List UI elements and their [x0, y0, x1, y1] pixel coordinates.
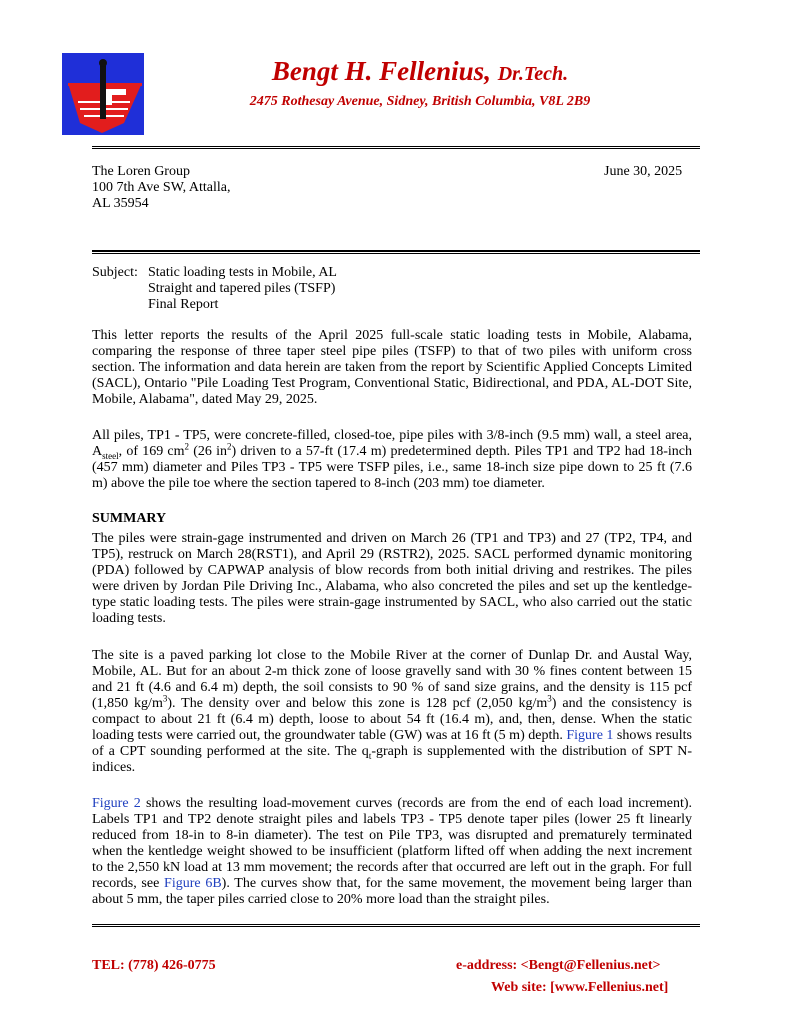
intro-paragraph: This letter reports the results of the April 2025 full-scale static loading tests in Mobile, Alabama, comparing the response of three taper steel pipe piles (TSFP) to that of two piles with uniform cross section. The information and data herein are taken from the report by Scientific Applied Concepts Limited (SACL), Ontario "Pile Loading Test Program, Conventional Static, Bidirectional, and PDA, AL-DOT Site, Mobile, Alabama", dated May 29, 2025. [92, 328, 692, 407]
recipient-line-2: 100 7th Ave SW, Attalla, [92, 180, 231, 195]
summary-heading: SUMMARY [92, 511, 167, 526]
footer-email[interactable]: e-address: <Bengt@Fellenius.net> [456, 958, 661, 973]
subject-label: Subject: [92, 265, 138, 280]
site-paragraph: The site is a paved parking lot close to the Mobile River at the corner of Dunlap Dr. and Austal Way, Mobile, AL. But for an about 2-m thick zone of loose gravelly sand with 30 % fines content between 15 and 21 ft (4.6 and 6.4 m) depth, the soil consists to 90 % of sand size grains, and the density is 115 pcf (1,850 $kg/m^3$). The density over and below this zone is 128 pcf (2,050 $kg/m^3$) and the consistency is compact to about 21 ft (6.4 m) depth, loose to about 54 ft (16.4 m), and, then, dense. When the static loading tests were carried out, the groundwater table (GW) was at 16 ft (5 m) depth. Figure 1 shows results of a CPT sounding performed at the site. The $q_t$-graph is supplemented with the distribution of SPT N-indices. [92, 648, 693, 775]
results-paragraph: Figure 2 shows the resulting load-movement curves (records are from the end of each load increment). Labels TP1 and TP2 denote straight piles and labels TP3 - TP5 denote taper piles (lower 25 ft linearly reduced from 18-in to 8-in diameter). The test on Pile TP3, was disrupted and prematurely terminated when the kentledge weight showed to be insufficient (platform lifted off when adding the next increment to the 2,550 kN load at 13 mm movement; the records after that occurred are left out in the graph. For full records, see Figure 6B). The curves show that, for the same movement, the movement being larger than about 5 mm, the taper piles carried close to 20% more load than the straight piles. [92, 796, 693, 907]
letter-date: June 30, 2025 [604, 164, 683, 179]
recipient-line-1: The Loren Group [92, 164, 190, 179]
summary-paragraph: The piles were strain-gage instrumented and driven on March 26 (TP1 and TP3) and 27 (TP2, TP4, and TP5), restruck on March 28(RST1), and April 29 (RSTR2), 2025. SACL performed dynamic monitoring (PDA) followed by CAPWAP analysis of blow records from both initial driving and restrikes. The piles were driven by Jordan Pile Driving Inc., Alabama, who also concreted the piles and set up the kentledge-type static loading tests. The piles were strain-gage instrumented by SACL, who also carried out the static loading tests. [92, 531, 692, 626]
company-logo [62, 53, 144, 135]
subject-line-2: Straight and tapered piles (TSFP) [148, 281, 336, 296]
author-title: Dr.Tech. [497, 63, 569, 85]
pile-description-paragraph: All piles, TP1 - TP5, were concrete-filled, closed-toe, pipe piles with 3/8-inch (9.5 mm) wall, a steel area, $A_{steel}$, of 169 $cm^2$ (26 $in^2$) driven to a 57-ft (17.4 m) predetermined depth. Piles TP1 and TP2 had 18-inch (457 mm) diameter and Piles TP3 - TP5 were TSFP piles, i.e., same 18-inch size pipe down to 25 ft (7.6 m) above the pile toe where the section tapered to 8-inch (203 mm) toe diameter. [92, 428, 692, 491]
header-divider [92, 146, 700, 149]
subject-line-1: Static loading tests in Mobile, AL [148, 265, 337, 280]
figure-1-link[interactable]: Figure 1 [566, 728, 614, 743]
figure-6b-link[interactable]: Figure 6B [164, 876, 222, 891]
figure-2-link[interactable]: Figure 2 [92, 796, 141, 811]
recipient-divider [92, 250, 700, 254]
recipient-line-3: AL 35954 [92, 196, 149, 211]
author-name: Bengt H. Fellenius, [271, 56, 491, 86]
footer-telephone: TEL: (778) 426-0775 [92, 958, 216, 973]
footer-website[interactable]: Web site: [www.Fellenius.net] [491, 980, 669, 995]
footer-divider [92, 924, 700, 927]
letterhead-address: 2475 Rothesay Avenue, Sidney, British Columbia, V8L 2B9 [249, 94, 591, 109]
letterhead-name [150, 56, 690, 87]
subject-line-3: Final Report [148, 297, 219, 312]
